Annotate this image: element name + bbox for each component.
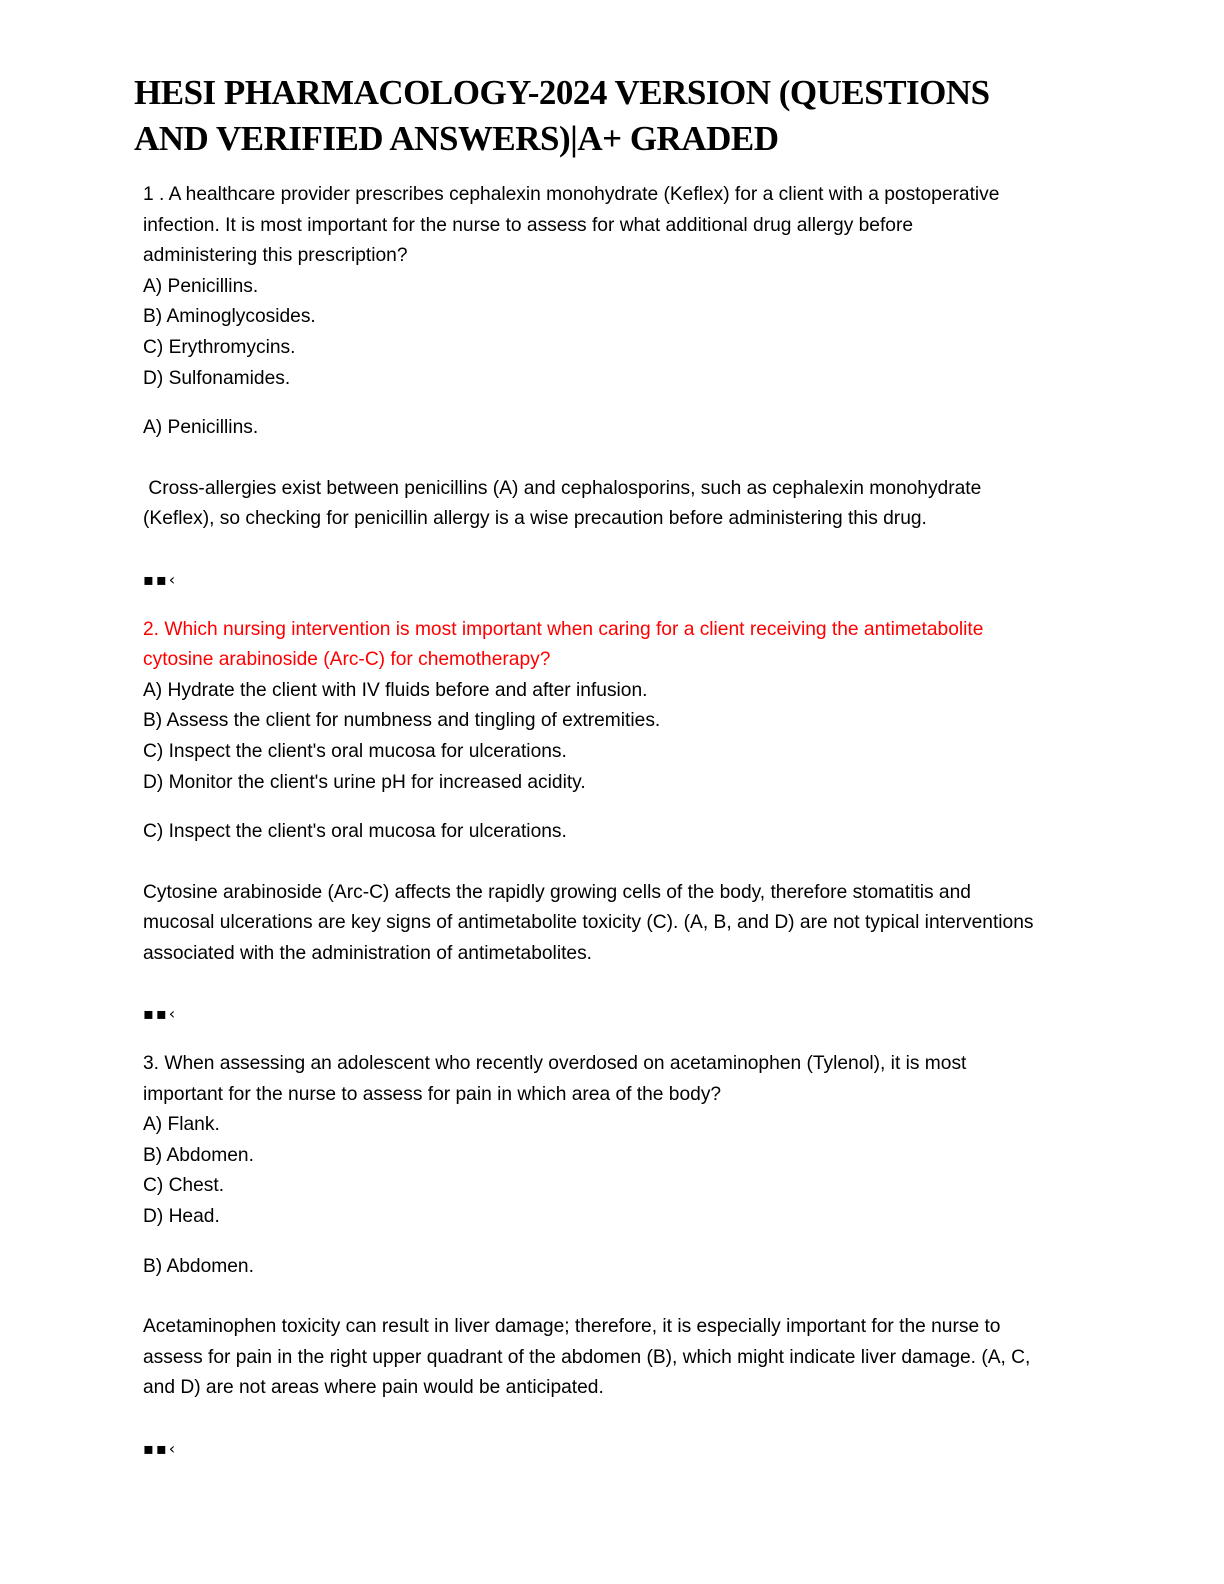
stem-line: administering this prescription?: [143, 245, 408, 267]
answer-options: [143, 676, 1073, 798]
correct-answer: B) Abdomen.: [143, 1255, 254, 1277]
option-a: A) Flank.: [143, 1114, 220, 1136]
rationale: [143, 474, 1073, 535]
option-b: B) Assess the client for numbness and tingling of extremities.: [143, 710, 661, 732]
stem-line: 2. Which nursing intervention is most important when caring for a client receiving the antimetabolite: [143, 618, 984, 640]
question-stem: [143, 180, 1073, 272]
option-c: C) Inspect the client's oral mucosa for ulcerations.: [143, 740, 567, 762]
rationale-line: Cross-allergies exist between penicillins (A) and cephalosporins, such as cephalexin monohydrate: [143, 477, 982, 499]
question-list: [143, 180, 1073, 1465]
option-d: D) Head.: [143, 1206, 220, 1228]
rationale-line: (Keflex), so checking for penicillin allergy is a wise precaution before administering this drug.: [143, 508, 927, 530]
answer-options: [143, 272, 1073, 394]
option-c: C) Erythromycins.: [143, 336, 296, 358]
separator-icon: ▪▪‹: [143, 569, 178, 589]
option-a: A) Penicillins.: [143, 275, 259, 297]
separator-icon: ▪▪‹: [143, 1004, 178, 1024]
title-line-1: HESI PHARMACOLOGY-2024 VERSION (QUESTIONS: [134, 73, 990, 112]
stem-line: 3. When assessing an adolescent who recently overdosed on acetaminophen (Tylenol), it is most: [143, 1053, 967, 1075]
option-a: A) Hydrate the client with IV fluids before and after infusion.: [143, 679, 648, 701]
question-3: [143, 1049, 1073, 1465]
question-stem: [143, 615, 1073, 676]
rationale-line: mucosal ulcerations are key signs of antimetabolite toxicity (C). (A, B, and D) are not typical interventions: [143, 912, 1034, 934]
stem-line: 1 . A healthcare provider prescribes cephalexin monohydrate (Keflex) for a client with a postoperative: [143, 184, 1000, 205]
option-d: D) Sulfonamides.: [143, 367, 291, 389]
stem-line: important for the nurse to assess for pain in which area of the body?: [143, 1083, 722, 1105]
stem-line: cytosine arabinoside (Arc-C) for chemotherapy?: [143, 649, 551, 671]
title-line-2: AND VERIFIED ANSWERS)|A+ GRADED: [134, 119, 779, 158]
rationale-line: associated with the administration of antimetabolites.: [143, 942, 593, 964]
rationale-line: assess for pain in the right upper quadrant of the abdomen (B), which might indicate liver damage. (A, C,: [143, 1346, 1031, 1368]
separator-icon: ▪▪‹: [143, 1439, 178, 1458]
stem-line: infection. It is most important for the nurse to assess for what additional drug allergy before: [143, 214, 914, 236]
question-stem: [143, 1049, 1073, 1110]
option-b: B) Abdomen.: [143, 1144, 254, 1166]
option-d: D) Monitor the client's urine pH for increased acidity.: [143, 771, 586, 793]
rationale-line: and D) are not areas where pain would be anticipated.: [143, 1377, 604, 1399]
option-c: C) Chest.: [143, 1175, 225, 1197]
rationale: [143, 878, 1073, 970]
correct-answer: A) Penicillins.: [143, 417, 259, 439]
option-b: B) Aminoglycosides.: [143, 306, 316, 328]
correct-answer: C) Inspect the client's oral mucosa for ulcerations.: [143, 821, 567, 843]
question-1: [143, 180, 1073, 615]
question-2: [143, 615, 1073, 1050]
document-title: [134, 70, 1094, 162]
rationale-line: Cytosine arabinoside (Arc-C) affects the rapidly growing cells of the body, therefore stomatitis and: [143, 881, 971, 903]
rationale: [143, 1312, 1073, 1404]
rationale-line: Acetaminophen toxicity can result in liver damage; therefore, it is especially important for the nurse to: [143, 1316, 1001, 1338]
answer-options: [143, 1110, 1073, 1232]
